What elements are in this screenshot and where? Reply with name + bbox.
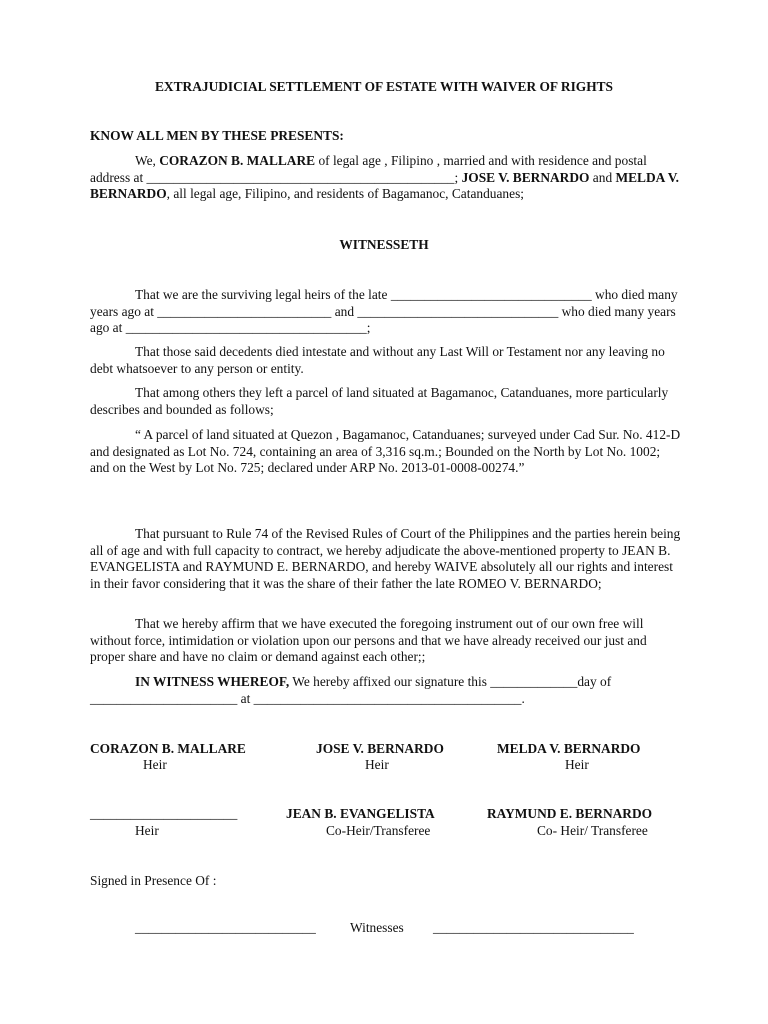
- signature-role: Heir: [143, 757, 167, 772]
- know-all-heading: KNOW ALL MEN BY THESE PRESENTS:: [90, 128, 344, 143]
- witness-line-right: ______________________________: [433, 920, 634, 935]
- signature-name: JOSE V. BERNARDO: [316, 741, 444, 756]
- witness-line-left: ___________________________: [135, 920, 316, 935]
- witness-whereof-line1: IN WITNESS WHEREOF, We hereby affixed our signature this _____________day of: [135, 674, 612, 689]
- paragraph-land: That among others they left a parcel of land situated at Bagamanoc, Catanduanes, more particularly describes and bounded as follows;: [90, 385, 669, 417]
- signature-role: Heir: [365, 757, 389, 772]
- signature-role: Heir: [565, 757, 589, 772]
- signature-role: Heir: [135, 823, 159, 838]
- signature-name: JEAN B. EVANGELISTA: [286, 806, 435, 821]
- signature-role: Co-Heir/Transferee: [326, 823, 431, 838]
- paragraph-adjudication: That pursuant to Rule 74 of the Revised Rules of Court of the Philippines and the parties herein being all of age and with full capacity to contract, we hereby adjudicate the above-mentioned property to JEAN B. EVANGELISTA and RAYMUND E. BERNARDO, and hereby WAIVE absolutely all our rights and interest in their favor considering that it was the share of their father the late ROMEO V. BERNARDO;: [90, 526, 681, 591]
- intro-paragraph: We, CORAZON B. MALLARE of legal age , Filipino , married and with residence and postal address at ______________________________________________; JOSE V. BERNARDO and MELDA V. BERNARDO, all legal age, Filipino, and residents of Bagamanoc, Catanduanes;: [90, 153, 679, 201]
- signature-name: RAYMUND E. BERNARDO: [487, 806, 653, 821]
- witnesseth-heading: WITNESSETH: [339, 237, 429, 252]
- document-title: EXTRAJUDICIAL SETTLEMENT OF ESTATE WITH WAIVER OF RIGHTS: [155, 79, 613, 94]
- witness-whereof-line2: ______________________ at ________________________________________.: [90, 691, 525, 706]
- signature-name: CORAZON B. MALLARE: [90, 741, 246, 756]
- witnesses-label: Witnesses: [350, 920, 404, 935]
- paragraph-intestate: That those said decedents died intestate and without any Last Will or Testament nor any leaving no debt whatsoever to any person or entity.: [90, 344, 665, 376]
- signature-name: MELDA V. BERNARDO: [497, 741, 641, 756]
- signature-role: Co- Heir/ Transferee: [537, 823, 648, 838]
- paragraph-land-description: “ A parcel of land situated at Quezon , Bagamanoc, Catanduanes; surveyed under Cad Sur. No. 412-D and designated as Lot No. 724, containing an area of 3,316 sq.m.; Bounded on the North by Lot No. 1002; and on the West by Lot No. 725; declared under ARP No. 2013-01-0008-00274.”: [90, 427, 681, 475]
- signature-blank-line: ______________________: [90, 806, 238, 821]
- signed-presence-label: Signed in Presence Of :: [90, 873, 217, 888]
- paragraph-heirs: That we are the surviving legal heirs of the late ______________________________ who died many years ago at __________________________ and ______________________________ who died many years ago at ____________________________________;: [90, 287, 678, 335]
- paragraph-affirmation: That we hereby affirm that we have executed the foregoing instrument out of our own free will without force, intimidation or violation upon our persons and that we have already received our just and proper share and have no claim or demand against each other;;: [90, 616, 647, 664]
